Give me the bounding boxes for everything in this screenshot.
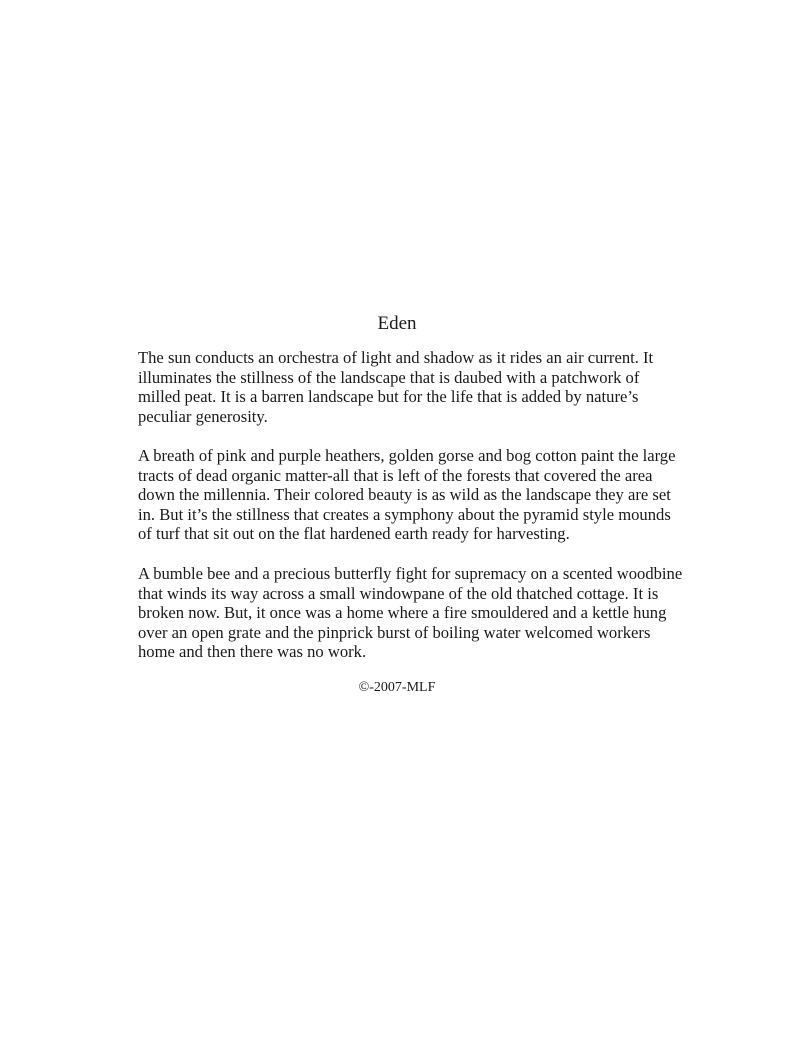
copyright-notice: ©-2007-MLF [358,680,436,695]
paragraph-1-line-3: milled peat. It is a barren landscape but for the life that is added by nature’s [138,387,639,407]
paragraph-2-line-5: of turf that sit out on the flat hardened earth ready for harvesting. [138,524,570,544]
paragraph-2-line-3: down the millennia. Their colored beauty is as wild as the landscape they are set [138,485,671,505]
paragraph-3-line-1: A bumble bee and a precious butterfly fight for supremacy on a scented woodbine [138,564,683,583]
page-title: Eden [377,313,417,334]
paragraph-1-line-4: peculiar generosity. [138,406,268,426]
paragraph-3-line-3: broken now. But, it once was a home where a fire smouldered and a kettle hung [138,603,667,623]
paragraph-2 [138,446,678,544]
paragraph-3-line-4: over an open grate and the pinprick burst of boiling water welcomed workers [138,622,651,642]
paragraph-1-line-2: illuminates the stillness of the landscape that is daubed with a patchwork of [138,367,640,387]
paragraph-2-line-1: A breath of pink and purple heathers, golden gorse and bog cotton paint the large [138,446,676,465]
paragraph-3 [138,564,683,662]
paragraph-3-line-5: home and then there was no work. [138,642,367,662]
paragraph-1-line-1: The sun conducts an orchestra of light and shadow as it rides an air current. It [138,348,654,367]
paragraph-3-line-2: that winds its way across a small windowpane of the old thatched cottage. It is [138,583,659,603]
paragraph-1 [138,348,678,426]
paragraph-2-line-2: tracts of dead organic matter-all that is left of the forests that covered the area [138,465,653,485]
paragraph-2-line-4: in. But it’s the stillness that creates a symphony about the pyramid style mounds [138,504,671,524]
